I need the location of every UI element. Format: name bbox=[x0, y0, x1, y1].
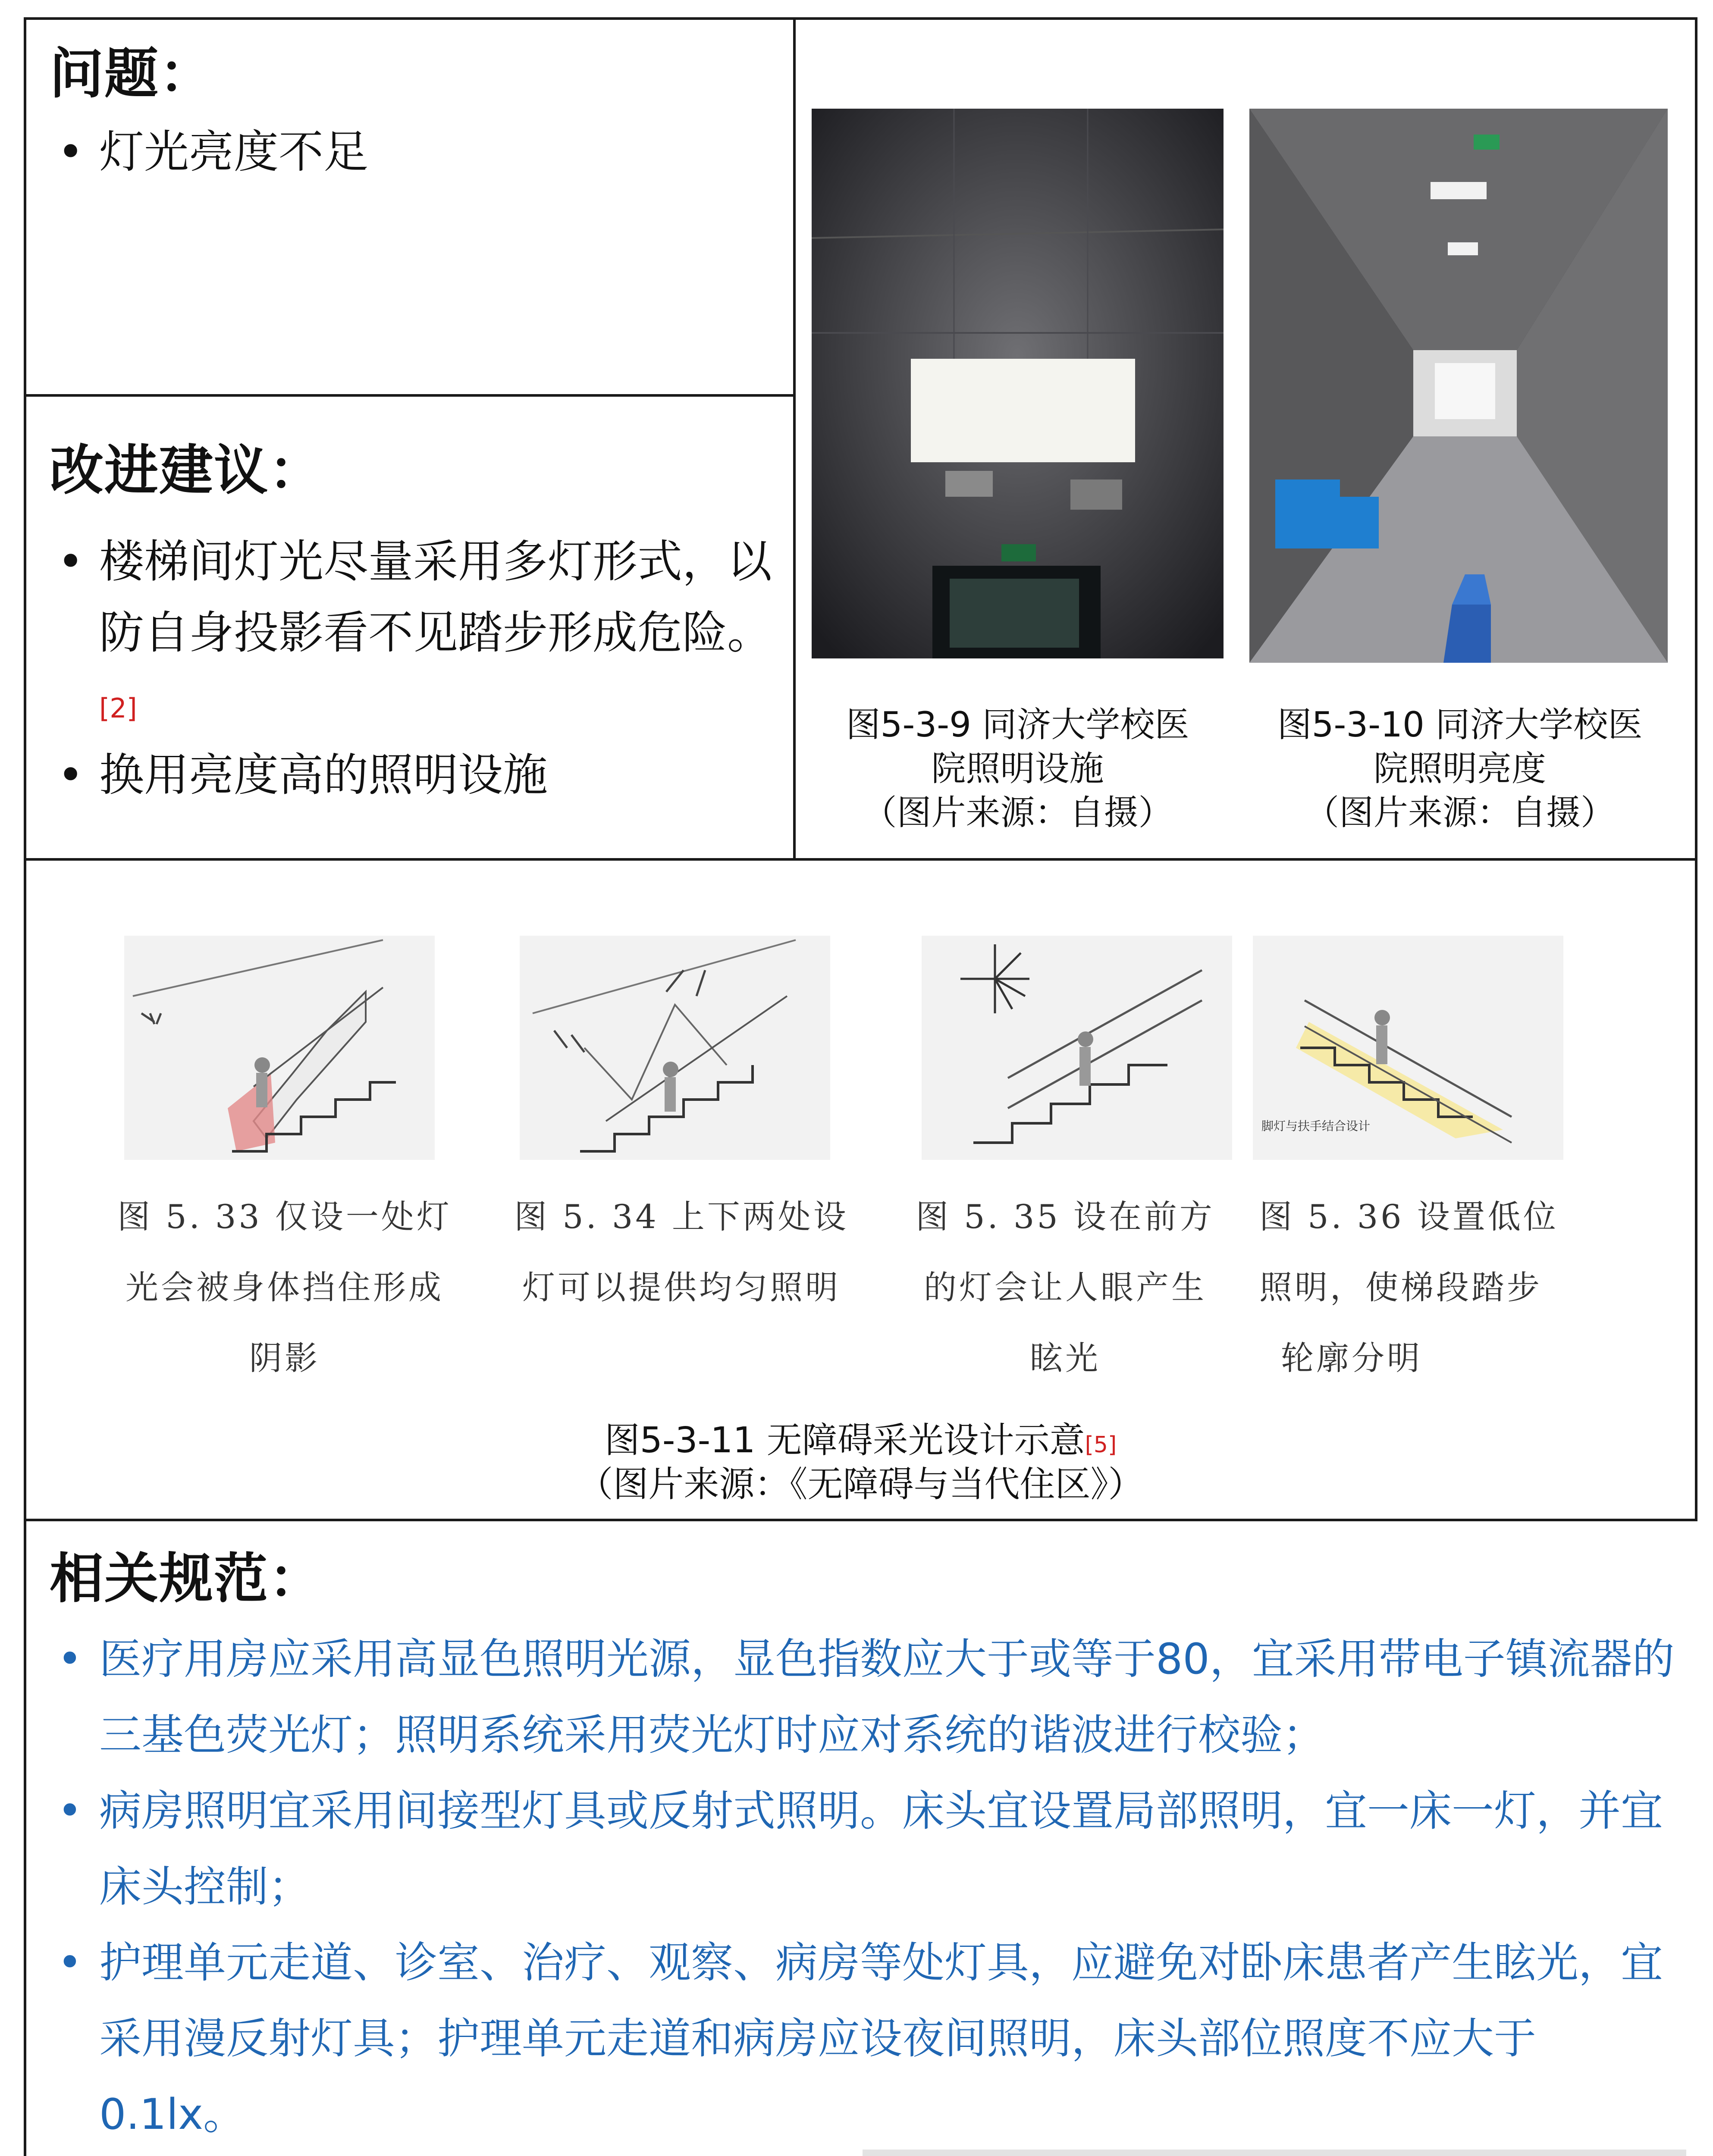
regulations-source bbox=[863, 2150, 1686, 2156]
suggestion-item bbox=[50, 526, 783, 740]
stair-caption-4-line3: 轮廓分明 bbox=[1281, 1339, 1422, 1377]
photo-caption-2 bbox=[1242, 703, 1678, 835]
stair-caption-4-line2: 照明，使梯段踏步 bbox=[1259, 1268, 1542, 1307]
stair-caption-1-line3: 阴影 bbox=[249, 1339, 320, 1377]
low-light-label: 脚灯与扶手结合设计 bbox=[1261, 1119, 1371, 1133]
diagram-caption-title: 图5-3-11 无障碍采光设计示意 bbox=[604, 1420, 1085, 1461]
stair-caption-2-line2: 灯可以提供均匀照明 bbox=[522, 1268, 841, 1307]
stair-caption-3-line3: 眩光 bbox=[1030, 1339, 1101, 1377]
photo-caption-2-line3: （图片来源：自摄） bbox=[1305, 793, 1615, 833]
photo-caption-1 bbox=[812, 703, 1224, 835]
two-lights-even-icon bbox=[520, 936, 830, 1160]
stair-caption-3-line2: 的灯会让人眼产生 bbox=[924, 1268, 1207, 1307]
diagram-caption bbox=[24, 1419, 1697, 1507]
hospital-lighting-photo bbox=[812, 109, 1224, 658]
ceiling-light-photo-image bbox=[812, 109, 1224, 658]
regulations-heading: 相关规范： bbox=[50, 1548, 323, 1610]
regulation-item: • 护理单元走道、诊室、治疗、观察、病房等处灯具，应避免对卧床患者产生眩光，宜采用漫反射灯具；护理单元走道和病房应设夜间照明，床头部位照度不应大于0.1lx。 bbox=[50, 1925, 1680, 2153]
stair-sketch-caption-3 bbox=[884, 1181, 1246, 1394]
stair-sketch-3 bbox=[922, 936, 1232, 1160]
regulation-item: • 病房照明宜采用间接型灯具或反射式照明。床头宜设置局部照明，宜一床一灯，并宜床头控制； bbox=[50, 1773, 1680, 1925]
diagram-caption-line2: （图片来源：《无障碍与当代住区》） bbox=[577, 1464, 1144, 1505]
photo-caption-1-line3: （图片来源：自摄） bbox=[862, 793, 1173, 833]
stair-caption-1-line1: 图 5. 33 仅设一处灯 bbox=[117, 1197, 452, 1236]
suggestion-item-text: 楼梯间灯光尽量采用多灯形式，以防自身投影看不见踏步形成危险。 bbox=[99, 535, 772, 659]
hospital-corridor-photo bbox=[1249, 109, 1668, 663]
regulations-list bbox=[50, 1621, 1680, 2153]
suggestion-list bbox=[50, 526, 783, 811]
stair-caption-4-line1: 图 5. 36 设置低位 bbox=[1259, 1197, 1559, 1236]
suggestion-ref: [2] bbox=[99, 693, 137, 724]
stair-caption-3-line1: 图 5. 35 设在前方 bbox=[916, 1197, 1215, 1236]
stair-sketch-2 bbox=[520, 936, 830, 1160]
problem-heading: 问题： bbox=[50, 43, 214, 105]
photo-caption-1-line2: 院照明设施 bbox=[931, 749, 1104, 789]
regulation-item: • 医疗用房应采用高显色照明光源，显色指数应大于或等于80，宜采用带电子镇流器的三基色荧光灯；照明系统采用荧光灯时应对系统的谐波进行校验； bbox=[50, 1621, 1680, 1773]
suggestion-item: • 换用亮度高的照明设施 bbox=[50, 740, 783, 811]
stair-caption-1-line2: 光会被身体挡住形成 bbox=[125, 1268, 444, 1307]
stair-sketch-caption-2 bbox=[500, 1181, 863, 1323]
photo-caption-2-line2: 院照明亮度 bbox=[1374, 749, 1546, 789]
stair-sketch-caption-4 bbox=[1259, 1181, 1622, 1394]
suggestion-heading: 改进建议： bbox=[50, 439, 323, 502]
single-light-shadow-icon bbox=[124, 936, 435, 1160]
front-light-glare-icon bbox=[922, 936, 1232, 1160]
photo-caption-1-line1: 图5-3-9 同济大学校医 bbox=[846, 705, 1189, 745]
stair-sketch-caption-1 bbox=[104, 1181, 466, 1394]
photo-caption-2-line1: 图5-3-10 同济大学校医 bbox=[1277, 705, 1643, 745]
stair-sketch-1 bbox=[124, 936, 435, 1160]
stair-caption-2-line1: 图 5. 34 上下两处设 bbox=[514, 1197, 849, 1236]
problem-item: • 灯光亮度不足 bbox=[50, 116, 774, 188]
diagram-caption-line1 bbox=[24, 1419, 1697, 1463]
stair-sketch-4 bbox=[1253, 936, 1563, 1160]
problem-list bbox=[50, 116, 774, 188]
corridor-photo-image bbox=[1249, 109, 1668, 663]
diagram-caption-ref: [5] bbox=[1085, 1432, 1117, 1458]
